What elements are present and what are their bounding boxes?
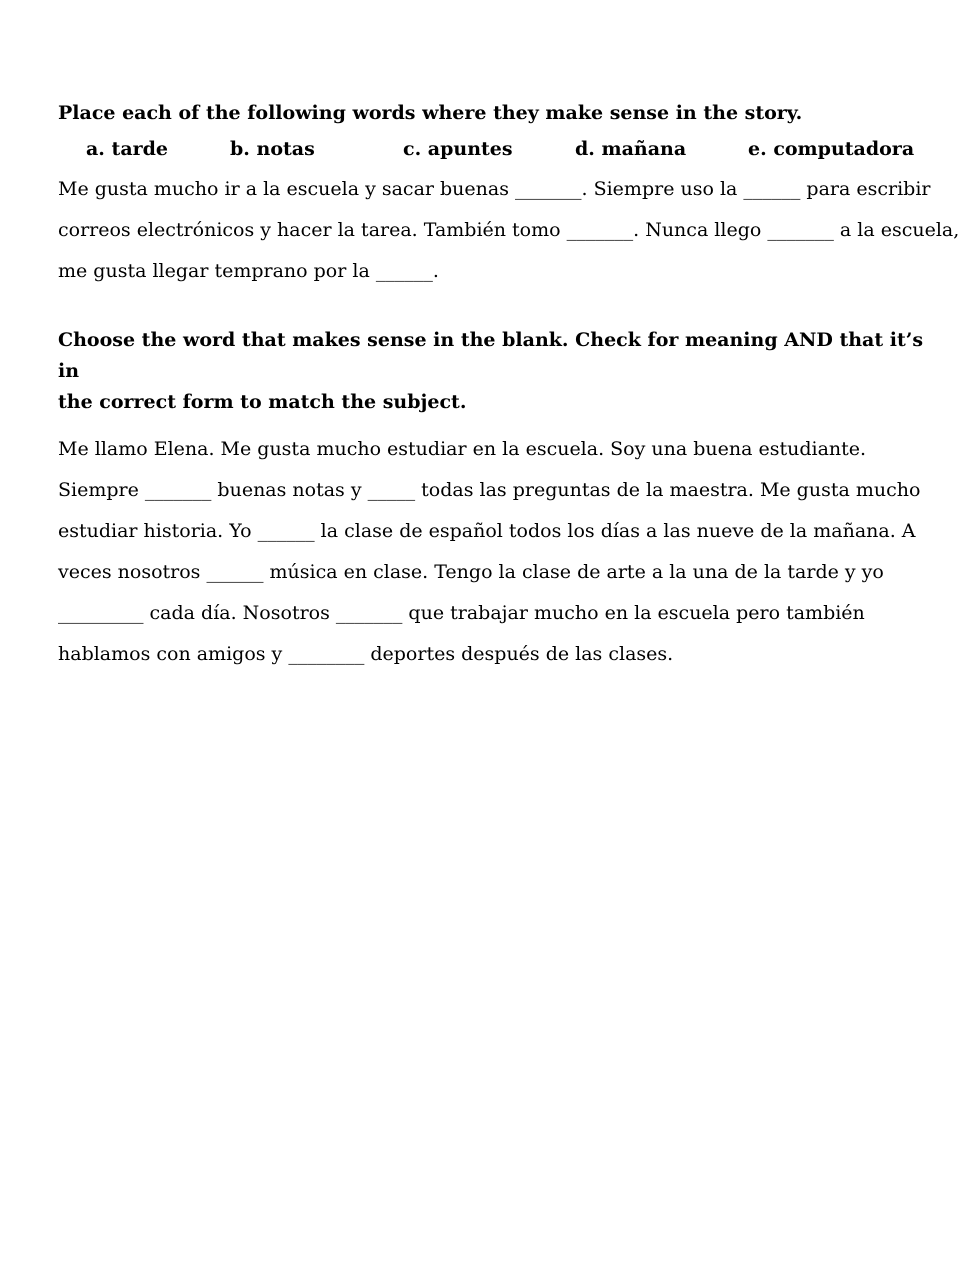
section2-instruction-line: the correct form to match the subject. (58, 391, 467, 413)
worksheet-page (58, 98, 960, 675)
story2-line: _________ cada día. Nosotros _______ que trabajar mucho en la escuela pero también (58, 602, 865, 624)
section1-instruction: Place each of the following words where they make sense in the story. (58, 102, 803, 124)
story2-line: estudiar historia. Yo ______ la clase de español todos los días a las nueve de la mañana. A (58, 520, 916, 542)
word-bank-item-notas: b. notas (230, 138, 315, 160)
word-bank-item-apuntes: c. apuntes (403, 138, 513, 160)
section-spacer (58, 292, 928, 325)
word-bank-item-tarde: a. tarde (86, 138, 169, 160)
word-bank-item-manana: d. mañana (575, 138, 687, 160)
story2-line: Me llamo Elena. Me gusta mucho estudiar en la escuela. Soy una buena estudiante. (58, 438, 867, 460)
section2-instruction (58, 325, 928, 418)
story1-line: correos electrónicos y hacer la tarea. También tomo _______. Nunca llego _______ a la escuela, (58, 219, 960, 241)
word-bank-item-computadora: e. computadora (748, 138, 915, 160)
story1-line: Me gusta mucho ir a la escuela y sacar buenas _______. Siempre uso la ______ para escribir (58, 178, 931, 200)
section2-story (58, 429, 928, 675)
word-bank (58, 129, 928, 169)
story1-line: me gusta llegar temprano por la ______. (58, 260, 439, 282)
section-spacer (58, 418, 928, 429)
section1-story (58, 169, 960, 292)
story2-line: hablamos con amigos y ________ deportes después de las clases. (58, 643, 674, 665)
section2-instruction-line: Choose the word that makes sense in the blank. Check for meaning AND that it’s in (58, 329, 924, 382)
story2-line: veces nosotros ______ música en clase. Tengo la clase de arte a la una de la tarde y yo (58, 561, 884, 583)
story2-line: Siempre _______ buenas notas y _____ todas las preguntas de la maestra. Me gusta mucho (58, 479, 921, 501)
